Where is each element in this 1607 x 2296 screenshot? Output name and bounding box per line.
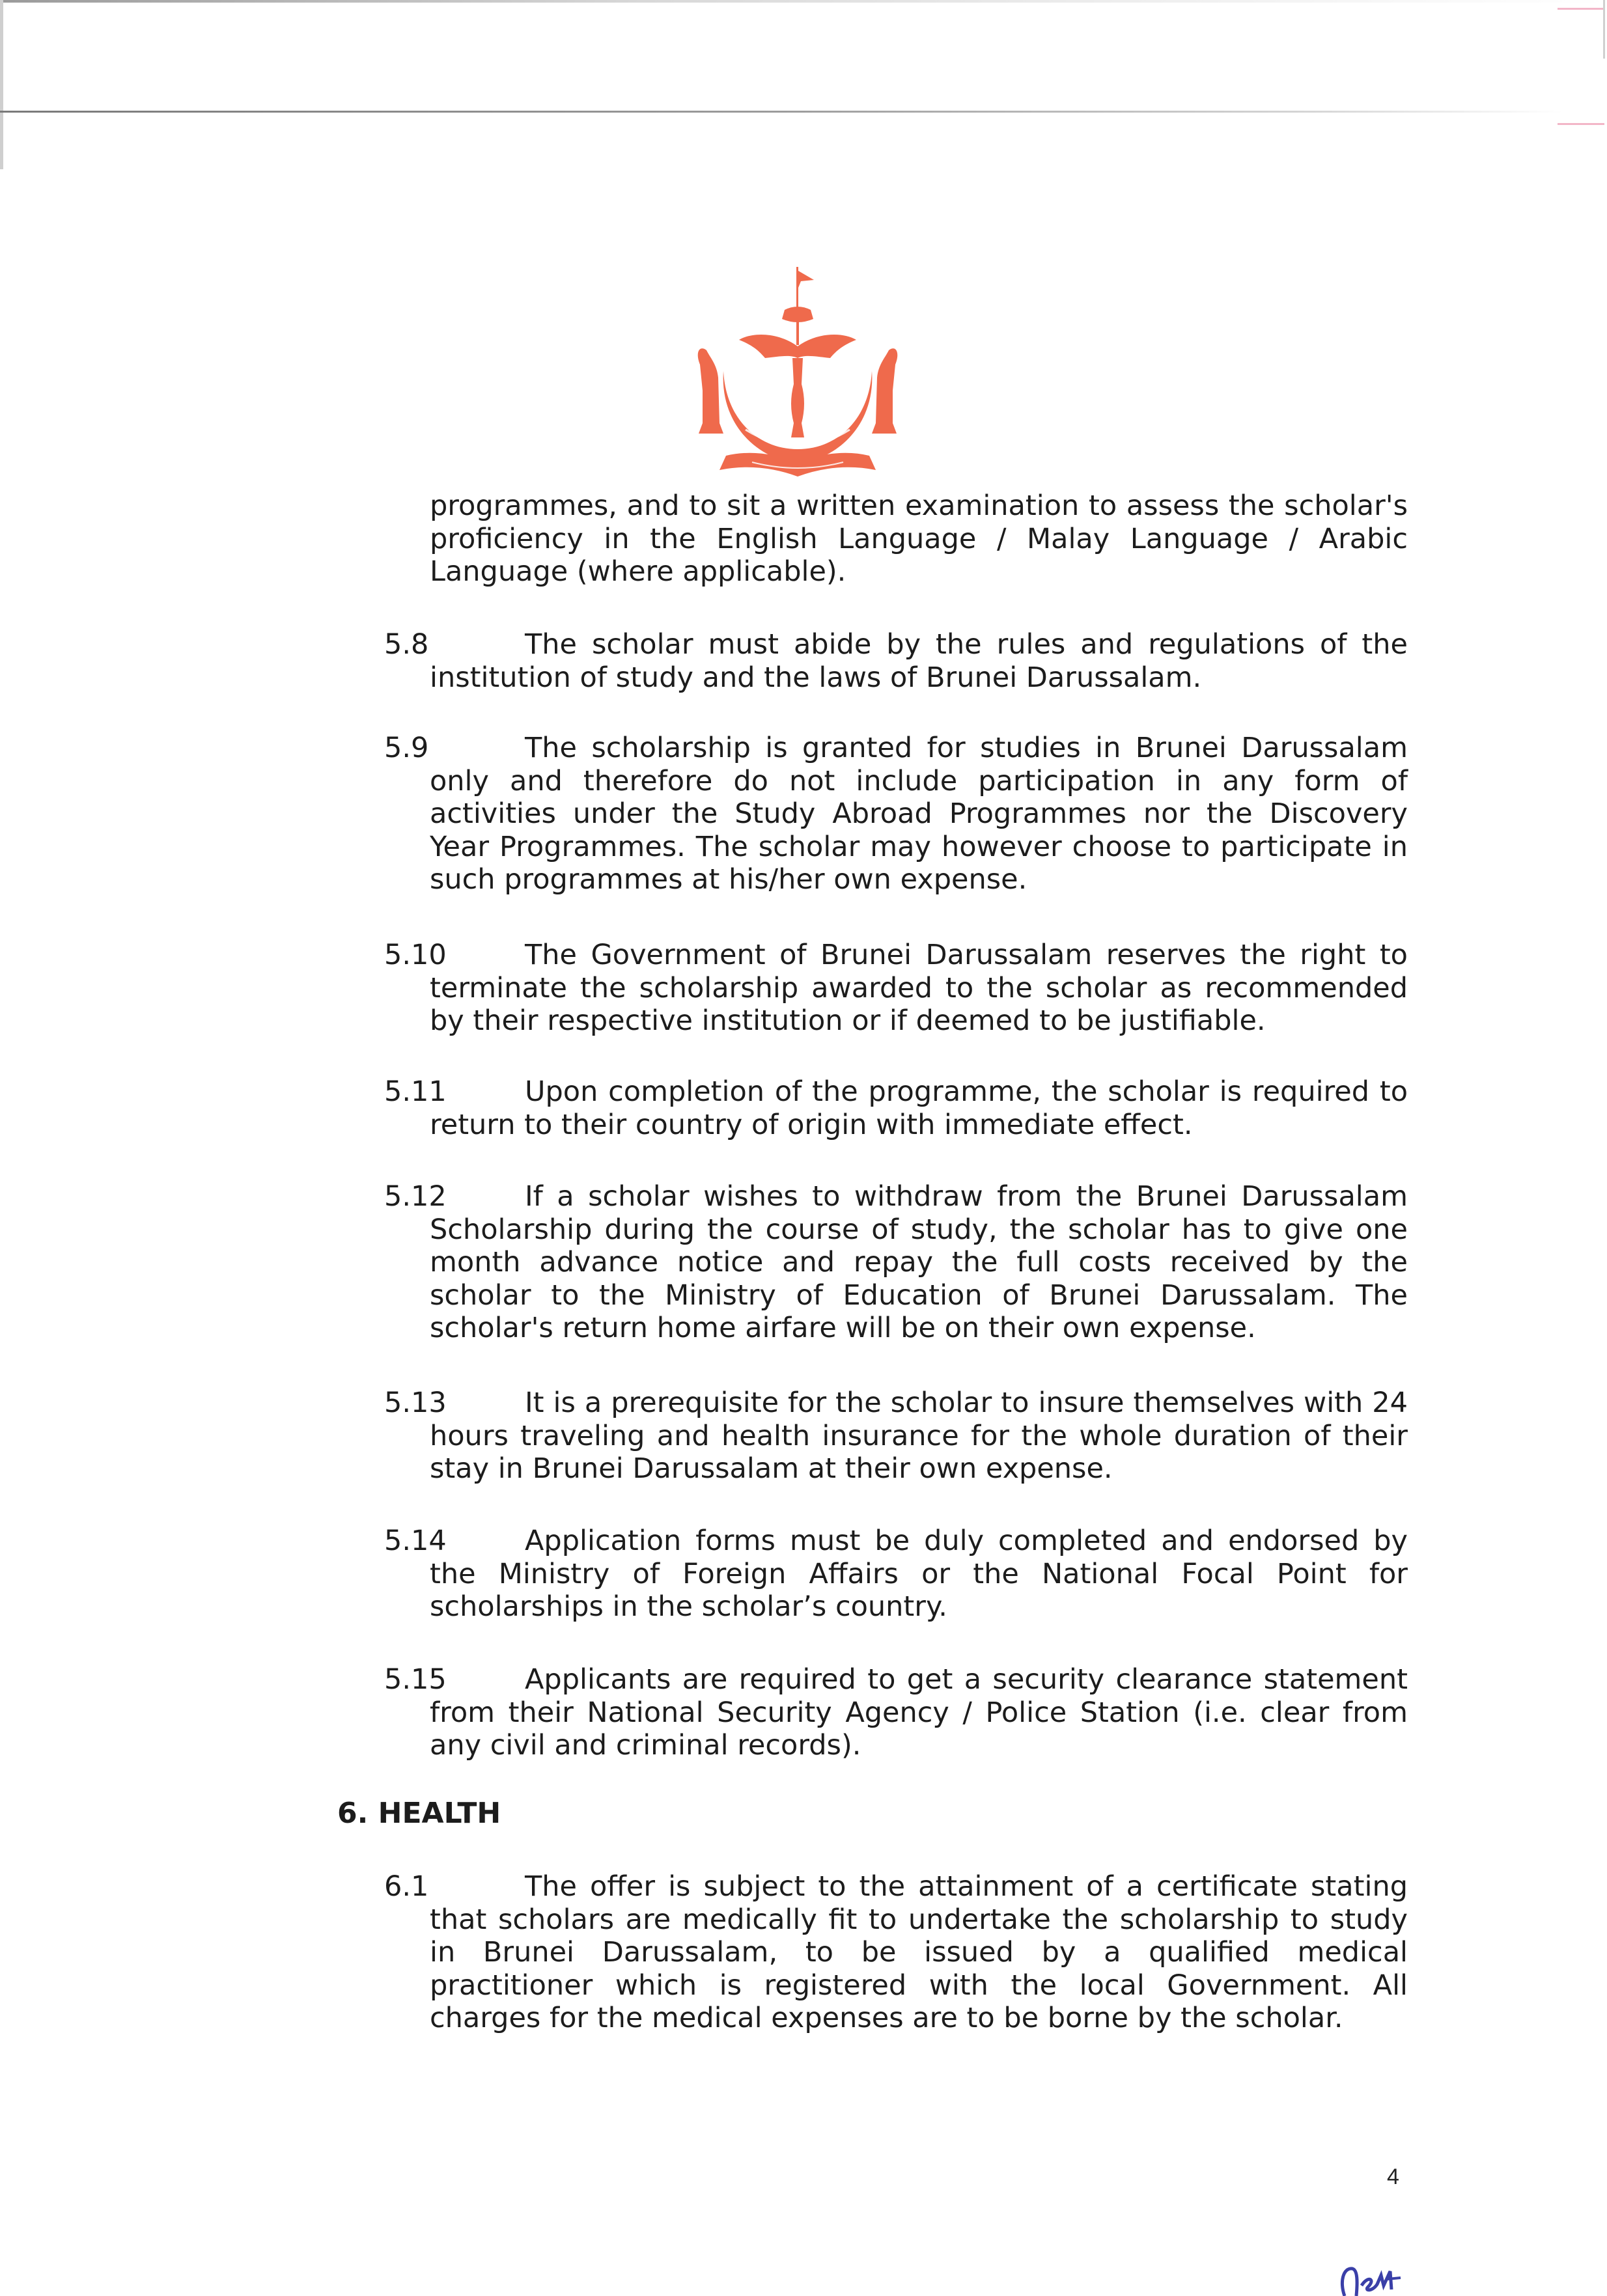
crest-column	[791, 358, 804, 437]
clause-number: 5.12	[384, 1180, 447, 1213]
margin-mark	[1558, 8, 1604, 10]
clause-text: If a scholar wishes to withdraw from the Brunei Darussalam Scholarship during the course of study, the scholar has to give one month advance notice and repay the full costs received by the scholar to the Ministry of Education of Brunei Darussalam. The scholar's return home airfare will be on their own expense.	[430, 1180, 1408, 1344]
continuation-paragraph	[430, 490, 1408, 588]
clause-number: 5.10	[384, 939, 447, 971]
signature-initials-icon	[1338, 2256, 1416, 2296]
clause-text: Upon completion of the programme, the scholar is required to return to their country of origin with immediate effect.	[430, 1075, 1408, 1141]
clause-number: 5.15	[384, 1663, 447, 1696]
clause-5-14	[384, 1525, 1408, 1624]
clause-number: 6.1	[384, 1870, 429, 1903]
clause-number: 5.14	[384, 1525, 447, 1557]
margin-mark	[1558, 123, 1604, 125]
clause-text: The scholar must abide by the rules and regulations of the institution of study and the laws of Brunei Darussalam.	[430, 628, 1408, 694]
clause-5-8	[384, 628, 1408, 694]
clause-text: Application forms must be duly completed and endorsed by the Ministry of Foreign Affairs or the National Focal Point for scholarships in the scholar’s country.	[430, 1525, 1408, 1623]
clause-number: 5.9	[384, 732, 429, 764]
brunei-crest-icon	[680, 267, 915, 482]
clause-text: The scholarship is granted for studies in Brunei Darussalam only and therefore do not include participation in any form of activities under the Study Abroad Programmes nor the Discovery Year Programmes. The scholar may however choose to participate in such programmes at his/her own expense.	[430, 732, 1408, 896]
clause-text: It is a prerequisite for the scholar to insure themselves with 24 hours traveling and health insurance for the whole duration of their stay in Brunei Darussalam at their own expense.	[430, 1387, 1408, 1485]
clause-5-15	[384, 1663, 1408, 1762]
clause-number: 5.13	[384, 1387, 447, 1419]
clause-5-11	[384, 1075, 1408, 1141]
crest-right-hand	[872, 348, 897, 434]
clause-6-1	[384, 1870, 1408, 2035]
clause-5-10	[384, 939, 1408, 1038]
scan-fold-line	[0, 111, 1563, 113]
clause-5-12	[384, 1180, 1408, 1345]
clause-text: Applicants are required to get a security clearance statement from their National Security Agency / Police Station (i.e. clear from any civil and criminal records).	[430, 1663, 1408, 1762]
clause-5-13	[384, 1387, 1408, 1486]
paragraph-text: programmes, and to sit a written examination to assess the scholar's proficiency in the English Language / Malay Language / Arabic Language (where applicable).	[430, 490, 1408, 588]
crest-left-hand	[698, 348, 723, 434]
page-number: 4	[1387, 2165, 1399, 2189]
scan-top-edge	[0, 0, 1607, 3]
clause-text: The Government of Brunei Darussalam reserves the right to terminate the scholarship awarded to the scholar as recommended by their respective institution or if deemed to be justifiable.	[430, 939, 1408, 1037]
scan-left-edge	[0, 0, 3, 169]
scan-right-edge	[1603, 0, 1605, 59]
section-heading-health: 6. HEALTH	[337, 1797, 501, 1830]
clause-number: 5.11	[384, 1075, 447, 1108]
crest-left-wing	[739, 335, 798, 358]
clause-5-9	[384, 732, 1408, 896]
clause-number: 5.8	[384, 628, 429, 661]
crest-flagpole	[796, 267, 798, 312]
clause-text: The offer is subject to the attainment of a certificate stating that scholars are medically fit to undertake the scholarship to study in Brunei Darussalam, to be issued by a qualified medical practitioner which is registered with the local Government. All charges for the medical expenses are to be borne by the scholar.	[430, 1870, 1408, 2034]
crest-right-wing	[798, 335, 856, 358]
crest-flag	[798, 271, 814, 288]
